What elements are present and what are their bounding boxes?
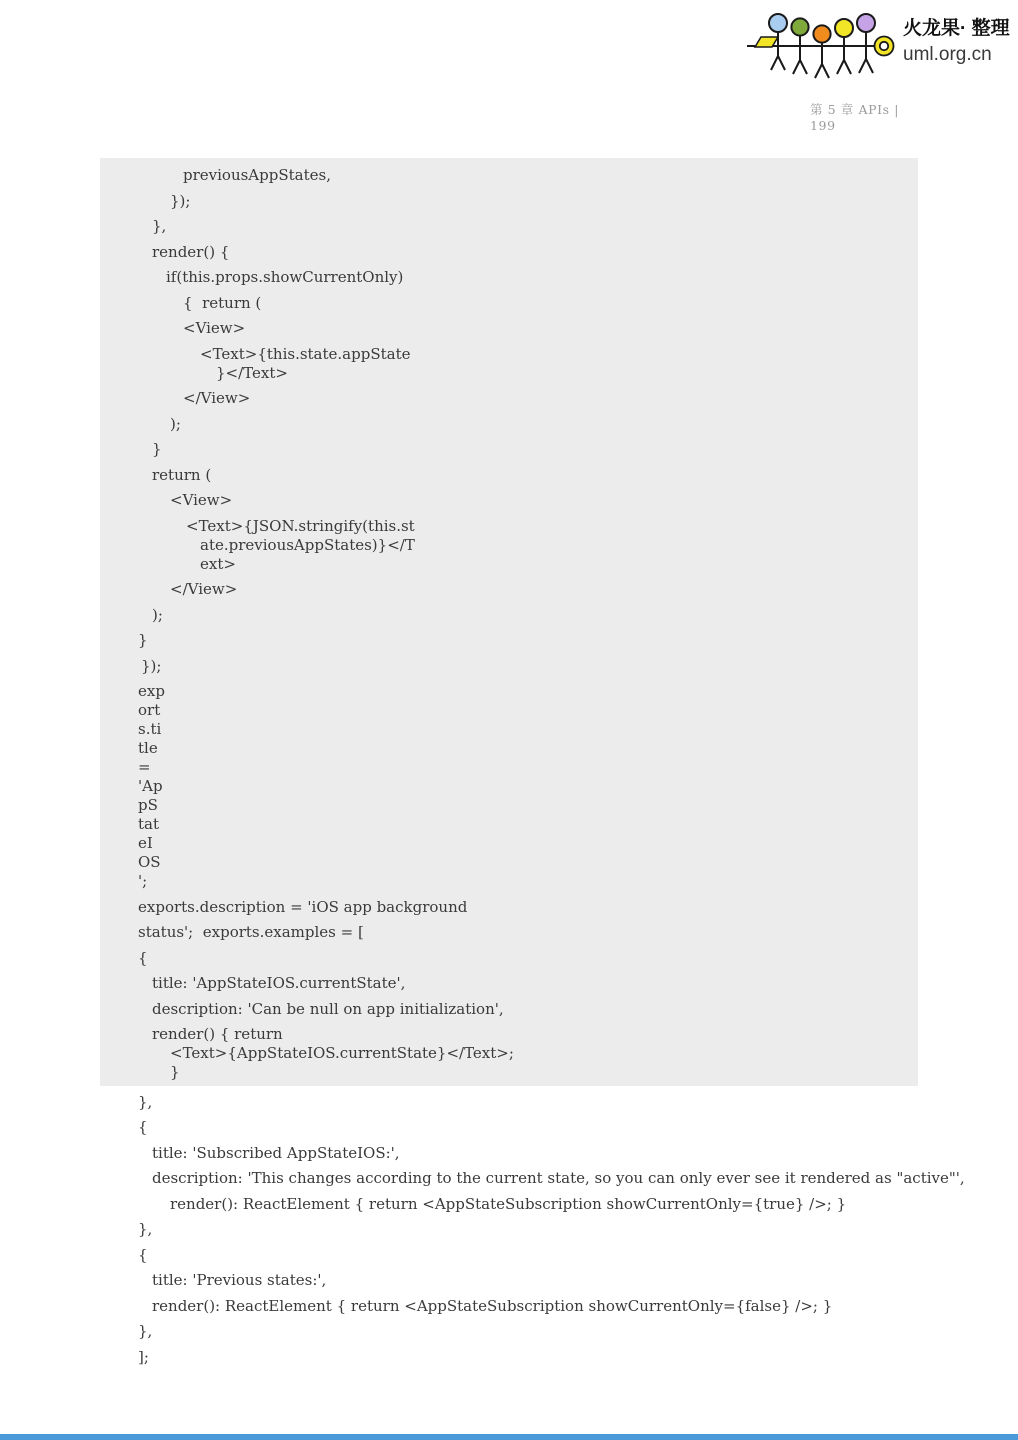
- code-line: OS: [138, 853, 161, 871]
- code-line: </View>: [183, 389, 251, 407]
- code-line: });: [141, 656, 162, 675]
- code-line: },: [138, 1092, 153, 1111]
- code-line: }</Text>: [216, 363, 288, 382]
- code-line: <Text>{AppStateIOS.currentState}</Text>;: [170, 1044, 514, 1062]
- logo: [745, 6, 1010, 82]
- code-line: title: 'Previous states:',: [152, 1271, 327, 1289]
- code-line: );: [152, 605, 163, 624]
- code-line: <Text>{JSON.stringify(this.st: [186, 516, 415, 535]
- code-line: description: 'Can be null on app initialization',: [152, 999, 504, 1018]
- code-line: {: [138, 1245, 148, 1264]
- code-line: ext>: [200, 554, 236, 573]
- code-line: return (: [152, 465, 212, 484]
- code-line: <Text>{this.state.appState: [200, 344, 411, 363]
- code-line: exports.description = 'iOS app background: [138, 897, 468, 916]
- code-line: );: [170, 414, 181, 433]
- code-line: }: [152, 440, 162, 458]
- logo-text: [903, 16, 1018, 68]
- code-content: [100, 158, 965, 1367]
- code-line: title: 'Subscribed AppStateIOS:',: [152, 1143, 400, 1162]
- code-line: render(): ReactElement { return <AppStateSubscription showCurrentOnly={false} />; }: [152, 1296, 833, 1315]
- code-line: render(): ReactElement { return <AppStateSubscription showCurrentOnly={true} />; }: [170, 1194, 847, 1213]
- code-line: exp: [138, 682, 165, 700]
- code-line: });: [170, 191, 191, 210]
- page-number: 199: [810, 117, 836, 133]
- code-line: s.ti: [138, 720, 162, 738]
- code-line: title: 'AppStateIOS.currentState',: [152, 974, 406, 992]
- code-line: <View>: [170, 491, 233, 509]
- code-line: status'; exports.examples = [: [138, 923, 364, 941]
- code-line: 'Ap: [138, 777, 163, 795]
- code-line: ate.previousAppStates)}</T: [200, 535, 415, 554]
- code-line: {: [138, 1118, 148, 1136]
- logo-brand: 火龙果· 整理: [903, 18, 1010, 39]
- code-line: </View>: [170, 580, 238, 598]
- code-line: =: [138, 758, 151, 776]
- code-line: ort: [138, 701, 161, 719]
- code-line: render() { return: [152, 1025, 283, 1043]
- code-line: ';: [138, 872, 148, 890]
- code-line: if(this.props.showCurrentOnly): [166, 268, 404, 286]
- code-line: <View>: [183, 319, 246, 337]
- code-line: render() {: [152, 242, 230, 261]
- code-line: { return (: [183, 293, 262, 312]
- code-line: previousAppStates,: [183, 166, 331, 184]
- code-line: tat: [138, 815, 159, 833]
- code-line: pS: [138, 796, 158, 814]
- code-line: },: [138, 1322, 153, 1340]
- chapter-label: 第 5 章 APIs |: [810, 102, 900, 117]
- code-line: ];: [138, 1347, 149, 1366]
- code-block-white: [100, 1092, 965, 1367]
- code-line: {: [138, 948, 148, 967]
- bottom-bar: [0, 1434, 1018, 1440]
- page-header: [810, 102, 930, 133]
- code-line: eI: [138, 834, 153, 852]
- code-line: }: [138, 631, 148, 649]
- logo-site-url: uml.org.cn: [903, 44, 992, 65]
- code-line: }: [170, 1063, 180, 1081]
- code-line: description: 'This changes according to the current state, so you can only ever see it rendered as "active"',: [152, 1169, 965, 1187]
- stick-figures-logo-icon: [745, 6, 897, 82]
- code-line: },: [138, 1220, 153, 1238]
- code-line: },: [152, 217, 167, 235]
- code-line: tle: [138, 739, 158, 757]
- code-block-gray: [100, 158, 918, 1086]
